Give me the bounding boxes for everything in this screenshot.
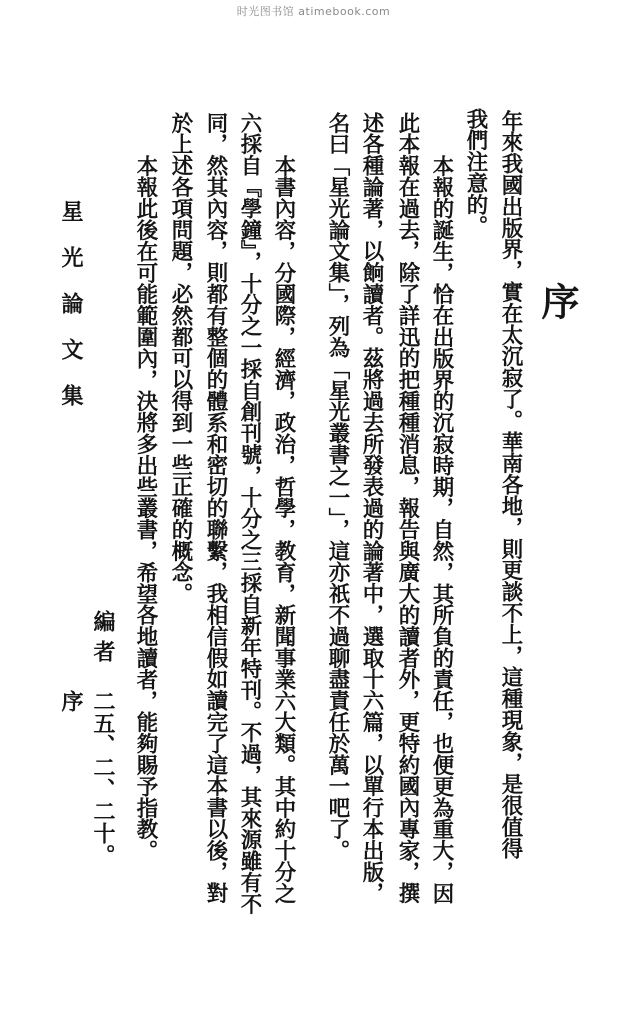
text-line: 年來我國出版界，實在太沉寂了。華南各地，則更談不上，這種現象，是很值得 [498, 110, 523, 859]
author-signature: 編者 [90, 610, 116, 670]
text-line: 我們注意的。 [463, 108, 488, 237]
text-line: 此本報在過去，除了詳迅的把種種消息，報告與廣大的讀者外，更特約國內專家，撰 [395, 112, 420, 904]
text-line: 同，然其內容，則都有整個的體系和密切的聯繫，我相信假如讀完了這本書以後，對 [203, 112, 228, 904]
text-line: 六採自『學鐘』，十分之一採自創刊號，十分之三採自新年特刊。不過，其來源雖有不 [237, 112, 262, 915]
section-label: 序 [58, 690, 84, 712]
book-title: 星光論文集 [58, 200, 84, 430]
text-line: 名曰「星光論文集」，列為「星光叢書之一」，這亦祇不過聊盡責任於萬一吧了。 [325, 112, 350, 861]
watermark-text: 时光图书馆 atimebook.com [236, 5, 391, 18]
text-line: 於上述各項問題，必然都可以得到一些正確的概念。 [168, 112, 193, 605]
text-line: 述各種論著，以餉讀者。茲將過去所發表過的論著中，選取十六篇，以單行本出版， [359, 112, 384, 904]
text-line: 本報此後在可能範圍內，決將多出些叢書，希望各地讀者，能夠賜予指教。 [133, 155, 158, 862]
chapter-title: 序 [535, 282, 580, 320]
signature-date: 二五、二、二十。 [90, 690, 116, 866]
text-line: 本書內容，分國際，經濟，政治，哲學，教育，新聞事業六大類。其中約十分之 [271, 155, 296, 904]
text-line: 本報的誕生，恰在出版界的沉寂時期，自然，其所負的責任，也便更為重大，因 [429, 155, 454, 904]
